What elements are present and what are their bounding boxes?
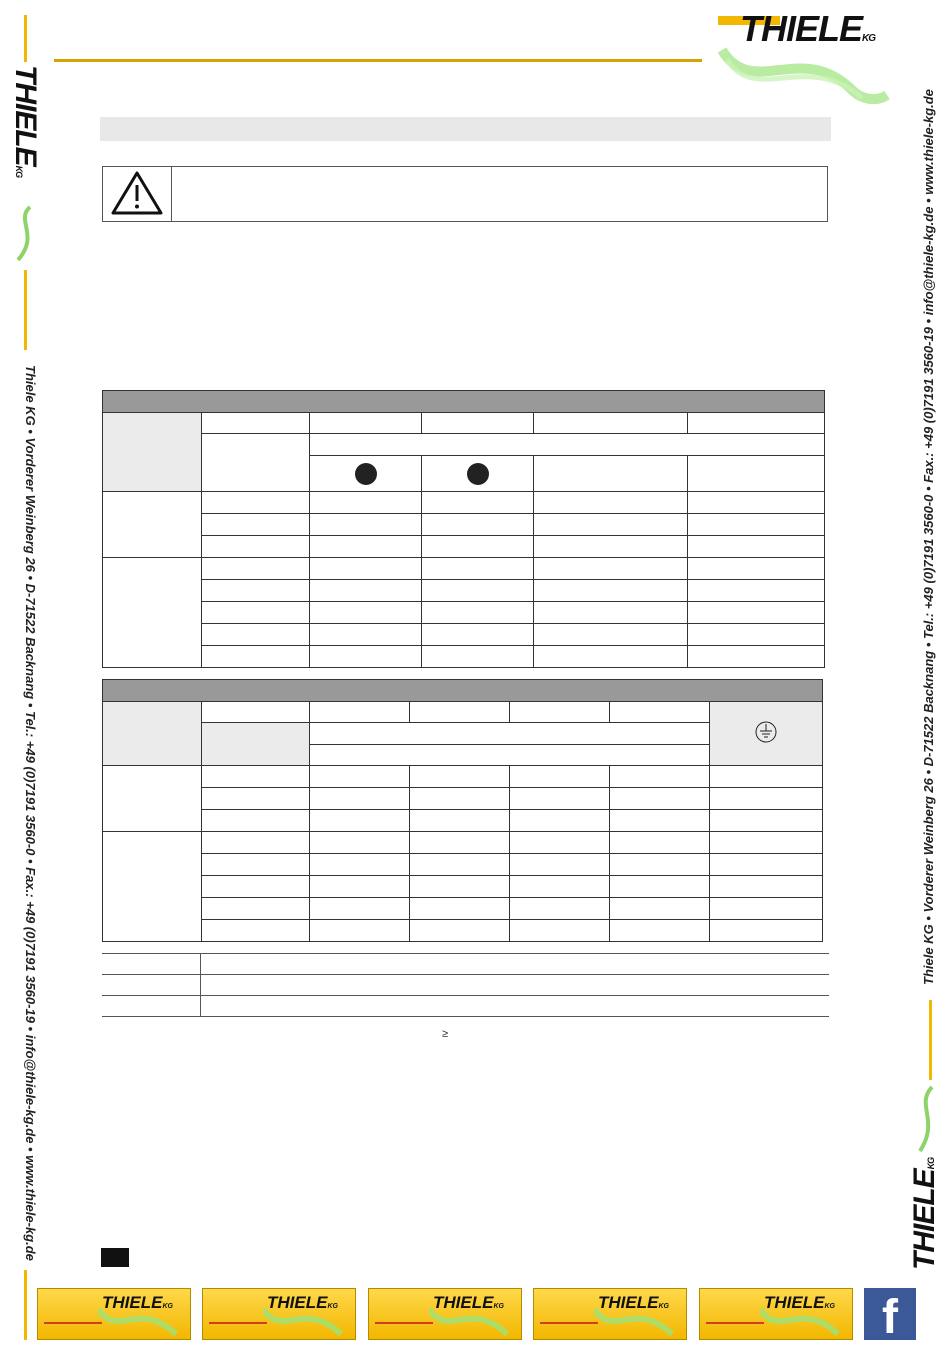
ground-symbol-icon	[754, 720, 778, 744]
brand-suffix: KG	[658, 1303, 669, 1310]
ground-cell	[710, 702, 823, 766]
brand-name: THIELE	[740, 8, 863, 49]
spec-table-1	[102, 390, 825, 668]
table-1-group-1	[103, 492, 202, 558]
greater-equal-symbol: ≥	[442, 1028, 449, 1040]
brand-suffix: KG	[493, 1303, 504, 1310]
footer-brand	[598, 1293, 669, 1313]
facebook-icon[interactable]: f	[864, 1288, 916, 1340]
table-2-header	[103, 680, 823, 702]
left-contact-text: Thiele KG • Vorderer Weinberg 26 • D-71522 Backnang • Tel.: +49 (0)7191 3560-0 • Fax.: +49 (0)7191 3560-19 • info@thiele-kg.de • www.thiele-kg.de	[23, 365, 38, 1261]
brand-suffix: KG	[14, 165, 24, 178]
table-2-group-2	[103, 832, 202, 942]
left-rail	[24, 1270, 27, 1340]
brand-name: THIELE	[267, 1293, 328, 1312]
table-1-corner	[103, 413, 202, 492]
brand-name: THIELE	[102, 1293, 163, 1312]
brand-name: THIELE	[908, 1169, 941, 1270]
warning-triangle-icon	[103, 167, 171, 221]
brand-suffix: KG	[824, 1303, 835, 1310]
brand-name: THIELE	[764, 1293, 825, 1312]
brand-suffix: KG	[862, 33, 876, 44]
filled-dot-icon	[355, 463, 377, 485]
section-title-bar	[100, 117, 831, 141]
right-rail	[929, 1000, 932, 1080]
footer-link-1[interactable]	[37, 1288, 191, 1340]
footer-brand	[102, 1293, 173, 1313]
brand-name: THIELE	[433, 1293, 494, 1312]
right-brand-logo	[908, 1158, 942, 1270]
table-1-group-2	[103, 558, 202, 668]
page-marker	[101, 1248, 129, 1267]
left-rail	[24, 270, 27, 350]
left-brand-logo	[8, 65, 42, 177]
footer-brand	[433, 1293, 504, 1313]
spec-table-2	[102, 679, 823, 942]
footer-brand	[267, 1293, 338, 1313]
brand-name: THIELE	[9, 65, 42, 166]
footer-link-5[interactable]	[699, 1288, 853, 1340]
warning-box	[102, 166, 828, 222]
header-brand-logo	[740, 8, 875, 50]
table-2-group-1	[103, 766, 202, 832]
brand-suffix: KG	[327, 1303, 338, 1310]
right-swoosh-icon	[910, 1085, 940, 1155]
footer-link-3[interactable]	[368, 1288, 522, 1340]
brand-suffix: KG	[162, 1303, 173, 1310]
header-rule	[54, 59, 702, 62]
table-2-corner	[103, 702, 202, 766]
notes-table	[102, 953, 829, 1017]
brand-suffix: KG	[926, 1157, 936, 1170]
left-rail	[24, 15, 27, 62]
footer-link-2[interactable]	[202, 1288, 356, 1340]
warning-icon-cell	[103, 167, 172, 221]
brand-name: THIELE	[598, 1293, 659, 1312]
table-1-header	[103, 391, 825, 413]
right-contact-text: Thiele KG • Vorderer Weinberg 26 • D-71522 Backnang • Tel.: +49 (0)7191 3560-0 • Fax.: +49 (0)7191 3560-19 • info@thiele-kg.de • www.thiele-kg.de	[921, 89, 936, 985]
left-swoosh-icon	[10, 205, 40, 265]
footer-link-4[interactable]	[533, 1288, 687, 1340]
footer-brand	[764, 1293, 835, 1313]
filled-dot-icon	[467, 463, 489, 485]
